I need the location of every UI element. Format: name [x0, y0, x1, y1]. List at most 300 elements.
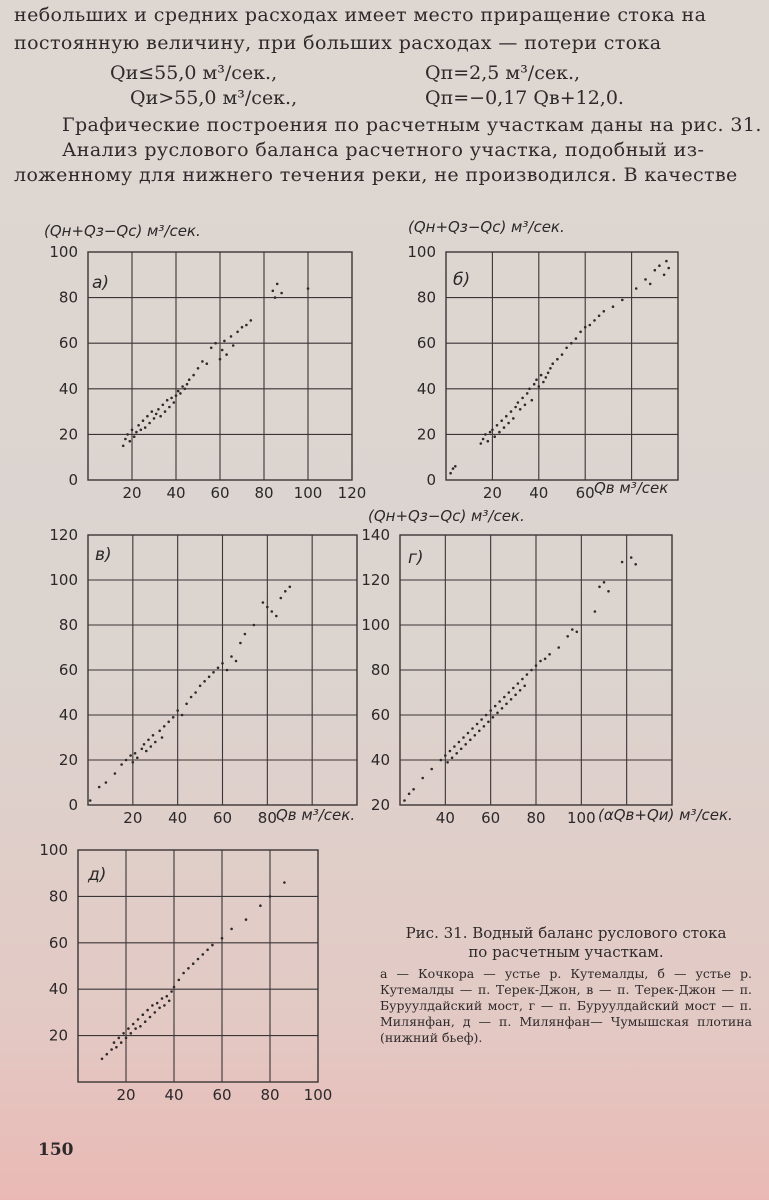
chart-3-ytick-label: 80: [370, 661, 390, 679]
chart-1-point: [549, 367, 552, 370]
chart-g-ylabel: (Qн+Qз−Qс) м³/сек.: [368, 507, 525, 525]
chart-3-point: [501, 707, 504, 710]
chart-1-point: [507, 422, 510, 425]
chart-2-point: [230, 655, 233, 658]
chart-1-point: [565, 347, 568, 350]
chart-2-point: [172, 716, 175, 719]
chart-0-point: [179, 392, 182, 395]
chart-2-point: [98, 786, 101, 789]
chart-3-point: [430, 768, 433, 771]
chart-0-point: [166, 399, 169, 402]
chart-3-xtick-label: 100: [567, 809, 596, 827]
chart-1-frame: [446, 252, 678, 480]
chart-0-point: [168, 406, 171, 409]
chart-3-point: [498, 700, 501, 703]
chart-1-point: [482, 438, 485, 441]
chart-0-point: [170, 397, 173, 400]
chart-0-point: [144, 426, 147, 429]
chart-4-ytick-label: 60: [48, 933, 68, 952]
chart-4-point: [182, 972, 185, 975]
chart-1-ytick-label: 100: [407, 243, 436, 261]
chart-4-point: [122, 1032, 125, 1035]
chart-3-point: [485, 714, 488, 717]
chart-3-point: [576, 631, 579, 634]
chart-1-point: [454, 465, 457, 468]
chart-4-point: [158, 1007, 161, 1010]
chart-0-xtick-label: 40: [166, 484, 186, 502]
chart-1-xtick-label: 60: [575, 484, 595, 502]
chart-3-point: [471, 727, 474, 730]
chart-3-point: [535, 664, 538, 667]
chart-1-point: [491, 429, 494, 432]
chart-0-point: [164, 410, 167, 413]
chart-0-point: [151, 410, 154, 413]
chart-2-point: [154, 741, 157, 744]
chart-1-point: [540, 374, 543, 377]
chart-0-point: [236, 331, 239, 334]
chart-3-ytick-label: 40: [370, 751, 390, 769]
chart-3-point: [421, 777, 424, 780]
body-line-1: небольших и средних расходах имеет место приращение стока на: [14, 4, 707, 26]
chart-0-point: [210, 347, 213, 350]
chart-3-point: [460, 748, 463, 751]
chart-3-point: [598, 586, 601, 589]
chart-1-xtick-label: 20: [482, 484, 502, 502]
chart-4-point: [137, 1018, 140, 1021]
chart-3-ytick-label: 20: [370, 796, 390, 814]
chart-2-point: [235, 660, 238, 663]
chart-2-point: [253, 624, 256, 627]
chart-4-frame: [78, 850, 318, 1082]
chart-1-point: [649, 283, 652, 286]
chart-3-point: [474, 734, 477, 737]
page-number: 150: [38, 1140, 74, 1160]
chart-1-ytick-label: 80: [416, 288, 436, 307]
chart-4-point: [163, 1004, 166, 1007]
chart-2-point: [141, 748, 144, 751]
chart-1-point: [658, 264, 661, 267]
formula-1-left: Qи≤55,0 м³/сек.,: [110, 62, 278, 84]
chart-1-point: [598, 315, 601, 318]
chart-3-point: [594, 610, 597, 613]
chart-0-point: [188, 378, 191, 381]
chart-2-point: [145, 750, 148, 753]
chart-1-point: [665, 260, 668, 263]
chart-1-point: [644, 278, 647, 281]
chart-4-point: [101, 1058, 104, 1061]
chart-2-point: [147, 739, 150, 742]
chart-4-point: [118, 1037, 121, 1040]
chart-1-point: [584, 326, 587, 329]
chart-0-point: [223, 340, 226, 343]
chart-1-ytick-label: 0: [426, 471, 436, 489]
chart-2-point: [125, 759, 128, 762]
chart-0-point: [146, 415, 149, 418]
chart-0-point: [137, 424, 140, 427]
chart-4-point: [146, 1009, 149, 1012]
chart-0-point: [155, 413, 158, 416]
chart-0-point: [177, 390, 180, 393]
chart-1-point: [496, 424, 499, 427]
chart-3-ytick-label: 140: [361, 526, 390, 544]
chart-0-point: [173, 401, 176, 404]
chart-0-point: [162, 404, 165, 407]
chart-3-point: [530, 669, 533, 672]
chart-2-point: [244, 633, 247, 636]
chart-3-point: [440, 759, 443, 762]
chart-4-point: [211, 944, 214, 947]
chart-1-point: [635, 287, 638, 290]
chart-4-point: [230, 928, 233, 931]
chart-1-point: [579, 331, 582, 334]
chart-0-point: [122, 445, 125, 448]
chart-0-xtick-label: 80: [254, 484, 274, 502]
chart-0-point: [307, 287, 310, 290]
chart-0-xtick-label: 100: [293, 484, 323, 502]
chart-0-point: [241, 326, 244, 329]
chart-2-ytick-label: 40: [58, 706, 78, 724]
chart-2-ytick-label: 80: [58, 616, 78, 634]
chart-2-ytick-label: 100: [49, 571, 78, 589]
chart-3-point: [494, 705, 497, 708]
chart-2-point: [208, 676, 211, 679]
chart-4-point: [113, 1041, 116, 1044]
chart-1-point: [545, 376, 548, 379]
chart-2-xtick-label: 40: [168, 809, 188, 827]
chart-3-point: [487, 721, 490, 724]
chart-2-point: [129, 754, 132, 757]
chart-4-panel-label: д): [88, 865, 107, 885]
chart-0-point: [245, 324, 248, 327]
chart-0-point: [232, 344, 235, 347]
chart-0-point: [192, 374, 195, 377]
chart-0-point: [135, 431, 138, 434]
chart-2-point: [239, 642, 242, 645]
chart-3-ytick-label: 100: [361, 616, 390, 634]
chart-4-point: [127, 1027, 130, 1030]
chart-2-point: [226, 669, 229, 672]
chart-4-xtick-label: 20: [116, 1086, 136, 1104]
chart-1-point: [500, 419, 503, 422]
chart-3-point: [607, 590, 610, 593]
chart-3-point: [634, 563, 637, 566]
chart-4-point: [110, 1048, 113, 1051]
chart-1-point: [484, 433, 487, 436]
chart-1-point: [487, 440, 490, 443]
chart-0-point: [280, 292, 283, 295]
chart-2-point: [150, 745, 153, 748]
chart-3-point: [478, 730, 481, 733]
chart-4-point: [132, 1023, 135, 1026]
chart-3-point: [464, 743, 467, 746]
chart-1-point: [526, 392, 529, 395]
chart-1-point: [551, 362, 554, 365]
chart-0-point: [131, 429, 134, 432]
chart-2-point: [217, 667, 220, 670]
chart-1-point: [531, 399, 534, 402]
chart-0-point: [219, 358, 222, 361]
chart-1-point: [489, 431, 492, 434]
chart-g-xlabel: (αQв+Qи) м³/сек.: [598, 806, 733, 824]
chart-4-point: [134, 1027, 137, 1030]
chart-0-point: [272, 290, 275, 293]
chart-v-xlabel: Qв м³/сек.: [276, 806, 356, 824]
chart-4-point: [173, 986, 176, 989]
chart-b-xlabel: Qв м³/сек: [594, 479, 669, 497]
chart-1-point: [589, 324, 592, 327]
chart-1-point: [547, 372, 550, 375]
chart-3-ytick-label: 120: [361, 571, 390, 589]
chart-1-point: [556, 358, 559, 361]
chart-0-point: [175, 394, 178, 397]
chart-1-panel-label: б): [453, 270, 471, 290]
chart-3-point: [483, 725, 486, 728]
chart-2-point: [212, 671, 215, 674]
figure-caption-title: Рис. 31. Водный баланс руслового стока: [405, 924, 727, 942]
chart-4-point: [144, 1020, 147, 1023]
chart-3-point: [514, 694, 517, 697]
chart-1-point: [663, 274, 666, 277]
chart-0-point: [148, 422, 151, 425]
chart-4-point: [245, 918, 248, 921]
chart-4-ytick-label: 20: [48, 1026, 68, 1045]
chart-2-point: [194, 691, 197, 694]
chart-0-point: [225, 353, 228, 356]
chart-2-point: [275, 615, 278, 618]
chart-1-point: [524, 404, 527, 407]
chart-2-point: [203, 680, 206, 683]
chart-4-point: [178, 979, 181, 982]
chart-4-point: [106, 1053, 109, 1056]
chart-0-panel-label: а): [92, 273, 110, 293]
chart-0-point: [250, 319, 253, 322]
chart-3-point: [521, 678, 524, 681]
chart-2-point: [143, 743, 146, 746]
chart-4-point: [168, 1000, 171, 1003]
body-line-7: ложенному для нижнего течения реки, не производился. В качестве: [14, 164, 738, 186]
chart-3-xtick-label: 60: [481, 809, 501, 827]
chart-0-point: [140, 429, 143, 432]
chart-2-point: [134, 752, 137, 755]
chart-4-point: [130, 1032, 133, 1035]
chart-0-point: [153, 417, 156, 420]
chart-0-xtick-label: 60: [210, 484, 230, 502]
chart-2-point: [114, 772, 117, 775]
chart-2-point: [161, 736, 164, 739]
chart-4-point: [156, 1002, 159, 1005]
chart-0-point: [181, 385, 184, 388]
chart-3-point: [492, 716, 495, 719]
chart-3-xtick-label: 80: [526, 809, 546, 827]
chart-0-ytick-label: 60: [58, 334, 78, 353]
chart-2-point: [266, 606, 269, 609]
chart-2-ytick-label: 60: [58, 661, 78, 679]
chart-0-ytick-label: 100: [49, 243, 78, 261]
chart-3-point: [510, 698, 513, 701]
chart-2-ytick-label: 20: [58, 751, 78, 769]
chart-3-point: [458, 741, 461, 744]
formula-2-left: Qи>55,0 м³/сек.,: [130, 87, 298, 109]
chart-2-point: [181, 714, 184, 717]
chart-1-point: [510, 410, 513, 413]
chart-1-point: [449, 472, 452, 475]
chart-2-xtick-label: 80: [257, 809, 277, 827]
chart-4-point: [149, 1016, 152, 1019]
chart-3-point: [453, 745, 456, 748]
chart-3-point: [462, 736, 465, 739]
chart-1-point: [654, 269, 657, 272]
chart-0-point: [142, 419, 145, 422]
chart-3-point: [412, 788, 415, 791]
chart-0-ytick-label: 80: [58, 288, 78, 307]
chart-1-point: [493, 435, 496, 438]
chart-2-point: [158, 730, 161, 733]
chart-3-point: [489, 709, 492, 712]
chart-4-ytick-label: 80: [48, 887, 68, 906]
chart-2-point: [284, 590, 287, 593]
chart-3-point: [539, 660, 542, 663]
chart-4-point: [161, 997, 164, 1000]
chart-2-point: [105, 781, 108, 784]
chart-3-point: [523, 685, 526, 688]
chart-4-point: [206, 949, 209, 952]
chart-4-ytick-label: 40: [48, 980, 68, 999]
chart-1-point: [667, 267, 670, 270]
chart-4-point: [166, 995, 169, 998]
chart-3-point: [446, 761, 449, 764]
chart-1-point: [612, 305, 615, 308]
chart-3-point: [519, 689, 522, 692]
chart-1-ytick-label: 40: [416, 379, 436, 398]
chart-2-xtick-label: 20: [123, 809, 143, 827]
chart-3-panel-label: г): [408, 548, 424, 568]
chart-2-point: [289, 586, 292, 589]
chart-0-point: [157, 408, 160, 411]
chart-1-point: [593, 319, 596, 322]
formula-1-right: Qп=2,5 м³/сек.,: [425, 62, 581, 84]
chart-3-point: [566, 635, 569, 638]
chart-1-point: [603, 310, 606, 313]
chart-3-point: [512, 687, 515, 690]
chart-0-point: [133, 435, 136, 438]
formula-2-right: Qп=−0,17 Qв+12,0.: [425, 87, 624, 109]
chart-0-point: [129, 440, 132, 443]
chart-1-point: [538, 385, 541, 388]
chart-0-point: [221, 349, 224, 352]
chart-1-point: [570, 342, 573, 345]
figure-caption: [380, 924, 752, 962]
chart-0-ytick-label: 20: [58, 425, 78, 444]
chart-3-point: [544, 658, 547, 661]
chart-3-point: [505, 703, 508, 706]
chart-1-point: [528, 388, 531, 391]
chart-1-xtick-label: 40: [529, 484, 549, 502]
chart-2-point: [89, 799, 92, 802]
chart-1-point: [542, 381, 545, 384]
chart-3-point: [408, 793, 411, 796]
chart-2-point: [152, 734, 155, 737]
chart-4-point: [142, 1013, 145, 1016]
chart-4-point: [139, 1025, 142, 1028]
chart-4-point: [187, 967, 190, 970]
chart-4-point: [192, 962, 195, 965]
body-line-6: Анализ руслового баланса расчетного участка, подобный из-: [62, 139, 705, 161]
chart-4-xtick-label: 80: [260, 1086, 280, 1104]
chart-0-point: [274, 296, 277, 299]
body-line-5: Графические построения по расчетным участкам даны на рис. 31.: [62, 114, 762, 136]
chart-4-xtick-label: 40: [164, 1086, 184, 1104]
chart-2-point: [190, 696, 193, 699]
chart-1-point: [521, 397, 524, 400]
chart-0-ytick-label: 40: [58, 379, 78, 398]
chart-4-point: [151, 1004, 154, 1007]
chart-1-point: [514, 406, 517, 409]
chart-3-point: [503, 696, 506, 699]
chart-1-ytick-label: 60: [416, 334, 436, 353]
chart-0-point: [197, 367, 200, 370]
chart-0-point: [276, 283, 279, 286]
chart-2-point: [199, 685, 202, 688]
chart-2-ytick-label: 120: [49, 526, 78, 544]
chart-3-point: [630, 556, 633, 559]
chart-2-point: [136, 757, 139, 760]
chart-3-point: [480, 718, 483, 721]
chart-4-point: [197, 958, 200, 961]
chart-4-point: [115, 1046, 118, 1049]
chart-4-point: [170, 990, 173, 993]
chart-4-point: [125, 1037, 128, 1040]
chart-1-point: [621, 299, 624, 302]
chart-3-point: [451, 757, 454, 760]
chart-1-point: [512, 417, 515, 420]
chart-0-point: [214, 342, 217, 345]
chart-3-point: [621, 561, 624, 564]
chart-0-xtick-label: 20: [122, 484, 142, 502]
chart-0-point: [126, 433, 129, 436]
chart-1-ytick-label: 20: [416, 425, 436, 444]
chart-3-point: [571, 628, 574, 631]
chart-2-point: [176, 709, 179, 712]
chart-0-point: [186, 383, 189, 386]
chart-0-point: [230, 335, 233, 338]
body-line-2: постоянную величину, при больших расходах — потери стока: [14, 32, 662, 54]
chart-2-point: [280, 597, 283, 600]
chart-3-point: [455, 752, 458, 755]
chart-1-point: [498, 431, 501, 434]
chart-1-point: [575, 337, 578, 340]
chart-3-point: [403, 799, 406, 802]
chart-1-point: [533, 383, 536, 386]
chart-0-point: [201, 360, 204, 363]
chart-3-point: [444, 754, 447, 757]
chart-3-point: [526, 673, 529, 676]
chart-3-point: [603, 581, 606, 584]
chart-4-xtick-label: 60: [212, 1086, 232, 1104]
chart-2-point: [163, 725, 166, 728]
chart-1-point: [503, 426, 506, 429]
chart-1-point: [505, 415, 508, 418]
chart-1-point: [517, 401, 520, 404]
chart-1-point: [535, 378, 538, 381]
chart-1-point: [480, 442, 483, 445]
chart-3-point: [476, 723, 479, 726]
figure-caption-subtitle: по расчетным участкам.: [468, 943, 664, 961]
chart-4-point: [202, 953, 205, 956]
chart-4-point: [154, 1011, 157, 1014]
chart-4-point: [120, 1041, 123, 1044]
chart-0-point: [184, 388, 187, 391]
chart-3-point: [557, 646, 560, 649]
